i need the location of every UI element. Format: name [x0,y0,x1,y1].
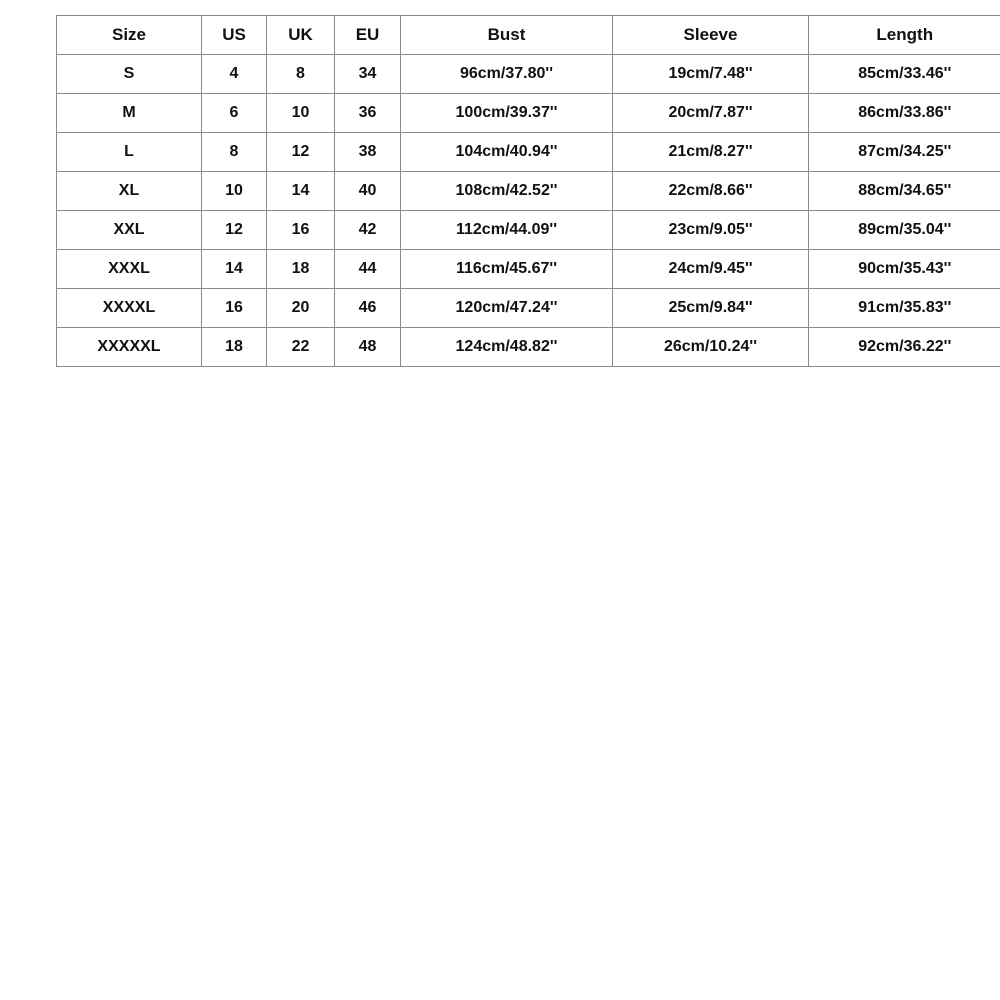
cell-eu: 38 [335,133,401,172]
cell-sleeve: 20cm/7.87'' [613,94,809,133]
header-us: US [202,16,267,55]
cell-eu: 42 [335,211,401,250]
cell-us: 12 [202,211,267,250]
cell-bust: 116cm/45.67'' [401,250,613,289]
cell-eu: 34 [335,55,401,94]
cell-bust: 100cm/39.37'' [401,94,613,133]
cell-bust: 120cm/47.24'' [401,289,613,328]
cell-length: 85cm/33.46'' [809,55,1000,94]
header-uk: UK [267,16,335,55]
table-row [57,328,1000,367]
cell-sleeve: 22cm/8.66'' [613,172,809,211]
cell-eu: 44 [335,250,401,289]
cell-length: 92cm/36.22'' [809,328,1000,367]
header-size: Size [57,16,202,55]
cell-us: 16 [202,289,267,328]
cell-sleeve: 23cm/9.05'' [613,211,809,250]
cell-size: M [57,94,202,133]
cell-eu: 40 [335,172,401,211]
cell-uk: 20 [267,289,335,328]
table-row [57,133,1000,172]
cell-eu: 46 [335,289,401,328]
table-row [57,94,1000,133]
cell-us: 8 [202,133,267,172]
table-row [57,211,1000,250]
cell-sleeve: 19cm/7.48'' [613,55,809,94]
header-length: Length [809,16,1000,55]
cell-sleeve: 25cm/9.84'' [613,289,809,328]
cell-us: 18 [202,328,267,367]
table-row [57,289,1000,328]
cell-sleeve: 24cm/9.45'' [613,250,809,289]
cell-size: XXL [57,211,202,250]
table-row [57,55,1000,94]
cell-length: 87cm/34.25'' [809,133,1000,172]
cell-uk: 22 [267,328,335,367]
cell-size: XXXXXL [57,328,202,367]
cell-bust: 108cm/42.52'' [401,172,613,211]
cell-eu: 48 [335,328,401,367]
cell-uk: 16 [267,211,335,250]
cell-size: S [57,55,202,94]
cell-uk: 10 [267,94,335,133]
table-row [57,250,1000,289]
cell-length: 91cm/35.83'' [809,289,1000,328]
cell-sleeve: 26cm/10.24'' [613,328,809,367]
cell-us: 10 [202,172,267,211]
cell-size: L [57,133,202,172]
cell-bust: 112cm/44.09'' [401,211,613,250]
cell-sleeve: 21cm/8.27'' [613,133,809,172]
cell-uk: 18 [267,250,335,289]
cell-length: 88cm/34.65'' [809,172,1000,211]
cell-bust: 96cm/37.80'' [401,55,613,94]
table-row [57,172,1000,211]
cell-length: 90cm/35.43'' [809,250,1000,289]
header-row [57,16,1000,55]
cell-bust: 124cm/48.82'' [401,328,613,367]
cell-uk: 12 [267,133,335,172]
cell-uk: 8 [267,55,335,94]
header-bust: Bust [401,16,613,55]
cell-size: XXXL [57,250,202,289]
size-chart-table [56,15,1000,367]
header-eu: EU [335,16,401,55]
cell-uk: 14 [267,172,335,211]
cell-us: 6 [202,94,267,133]
cell-us: 14 [202,250,267,289]
cell-us: 4 [202,55,267,94]
cell-size: XXXXL [57,289,202,328]
header-sleeve: Sleeve [613,16,809,55]
cell-length: 89cm/35.04'' [809,211,1000,250]
cell-eu: 36 [335,94,401,133]
cell-size: XL [57,172,202,211]
cell-length: 86cm/33.86'' [809,94,1000,133]
cell-bust: 104cm/40.94'' [401,133,613,172]
